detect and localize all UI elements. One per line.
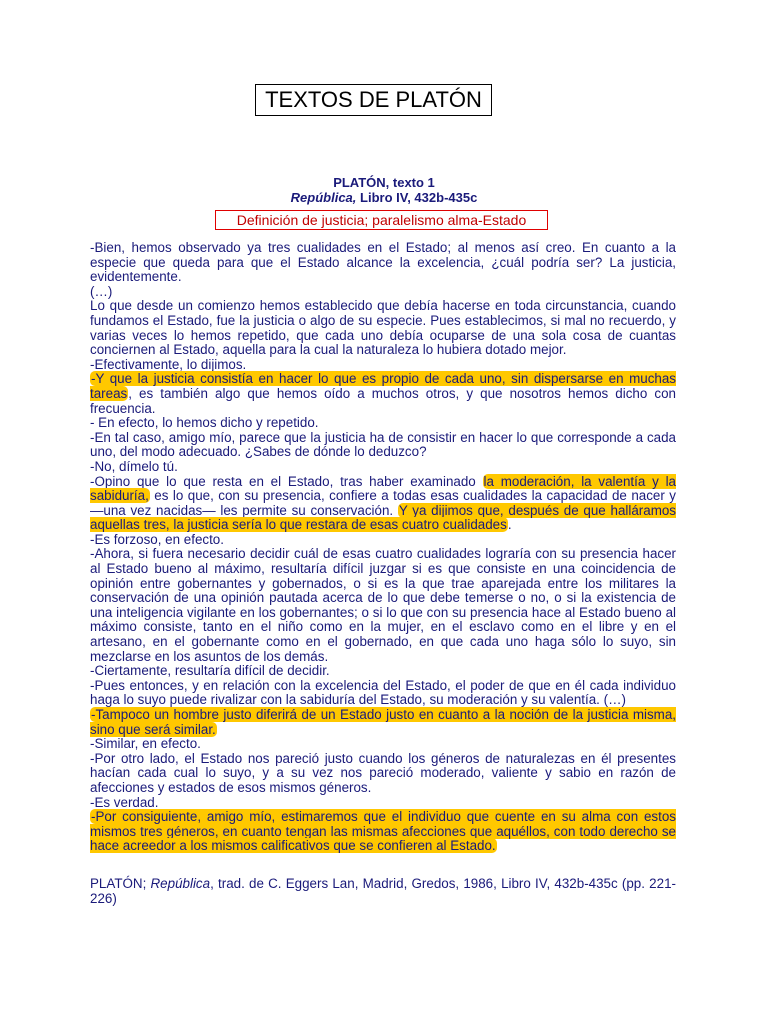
paragraph <box>90 372 676 416</box>
paragraph: -Es verdad. <box>90 794 159 810</box>
citation-details: , trad. de C. Eggers Lan, Madrid, Gredos, 1986, Libro IV, 432b-435c (pp. 221-226) <box>90 876 676 906</box>
paragraph <box>90 475 676 533</box>
paragraph: Lo que desde un comienzo hemos establecido que debía hacerse en toda circunstancia, cuando fundamos el Estado, fue la justicia o algo de su especie. Pues establecimos, si mal no recuerdo, y varias veces lo hemos repetido, que cada uno debía ocuparse de una sola cosa de cuantas conciernen al Estado, aquella para la cual la naturaleza lo hubiera dotado mejor. <box>90 298 676 358</box>
citation <box>90 876 676 906</box>
paragraph: (…) <box>90 283 113 299</box>
paragraph: -Ahora, si fuera necesario decidir cuál de esas cuatro cualidades lograría con su presencia hacer al Estado bueno al máximo, resultaría difícil juzgar si es que consiste en una coincidencia de opinión entre gobernantes y gobernados, o si es la que trae aparejada entre los militares la conservación de una opinión pautada acerca de lo que debe temerse o no, o si la existencia de una inteligencia vigilante en los gobernantes; o si lo que con su presencia hace al Estado bueno al máximo consiste, tanto en el niño como en la mujer, en el esclavo como en el libre y en el artesano, en el gobernante como en el gobernado, en que cada uno haga sólo lo suyo, sin mezclarse en los asuntos de los demás. <box>90 546 676 664</box>
document-title: TEXTOS DE PLATÓN <box>255 84 492 116</box>
paragraph: -En tal caso, amigo mío, parece que la justicia ha de consistir en hacer lo que corresponde a cada uno, del modo adecuado. ¿Sabes de dónde lo deduzco? <box>90 429 676 460</box>
work-reference <box>0 190 768 205</box>
highlighted-text: Y ya dijimos que, después de que halláramos aquellas tres, la justicia sería lo que restara de esas cuatro cualidades <box>90 502 676 533</box>
highlighted-text: -Por consiguiente, amigo mío, estimaremos que el individuo que cuente en su alma con estos mismos tres géneros, en cuanto tengan las mismas afecciones que aquéllos, con todo derecho se hace acreedor a los mismos calificativos que se confieren al Estado. <box>90 809 676 854</box>
body-text <box>90 241 676 854</box>
paragraph <box>90 708 676 737</box>
paragraph: -Pues entonces, y en relación con la excelencia del Estado, el poder de que en él cada individuo haga lo suyo puede rivalizar con la sabiduría del Estado, su moderación y su valentía. (…) <box>90 677 676 708</box>
paragraph: -Por otro lado, el Estado nos pareció justo cuando los géneros de naturalezas en él presentes hacían cada cual lo suyo, y a su vez nos pareció moderado, valiente y sabio en razón de afecciones y estados de esos mismos géneros. <box>90 750 676 795</box>
paragraph: -Efectivamente, lo dijimos. <box>90 356 247 372</box>
book-reference: Libro IV, 432b-435c <box>356 190 478 205</box>
highlighted-text: -Y que la justicia consistía en hacer lo que es propio de cada uno, sin dispersarse en muchas tareas <box>90 371 676 401</box>
paragraph-text: es lo que, con su presencia, confiere a todas esas cualidades la capacidad de nacer y —una vez nacidas— les permite su conservación. <box>90 488 676 518</box>
highlighted-text: -Tampoco un hombre justo diferirá de un Estado justo en cuanto a la noción de la justicia misma, sino que será similar. <box>90 707 676 737</box>
text-heading: PLATÓN, texto 1 <box>333 175 435 190</box>
paragraph <box>90 810 676 854</box>
citation-work: República <box>150 876 211 891</box>
paragraph: -Es forzoso, en efecto. <box>90 531 224 547</box>
paragraph: -Ciertamente, resultaría difícil de decidir. <box>90 663 330 679</box>
paragraph: -Similar, en efecto. <box>90 736 201 752</box>
work-title: República, <box>290 190 357 205</box>
highlighted-text: la moderación, la valentía y la sabiduría, <box>90 473 676 504</box>
paragraph: -No, dímelo tú. <box>90 458 178 474</box>
paragraph-text: , es también algo que hemos oído a muchos otros, y que nosotros hemos dicho con frecuencia. <box>90 385 676 416</box>
paragraph-text: . <box>507 517 512 533</box>
paragraph: -Bien, hemos observado ya tres cualidades en el Estado; al menos así creo. En cuanto a la especie que queda para que el Estado alcance la excelencia, ¿cuál podría ser? La justicia, evidentemente. <box>90 240 676 285</box>
citation-author: PLATÓN; <box>90 876 151 891</box>
section-subtitle: Definición de justicia; paralelismo alma-Estado <box>215 210 548 230</box>
paragraph-text: -Opino que lo que resta en el Estado, tras haber examinado <box>90 473 483 489</box>
paragraph: - En efecto, lo hemos dicho y repetido. <box>90 415 319 431</box>
